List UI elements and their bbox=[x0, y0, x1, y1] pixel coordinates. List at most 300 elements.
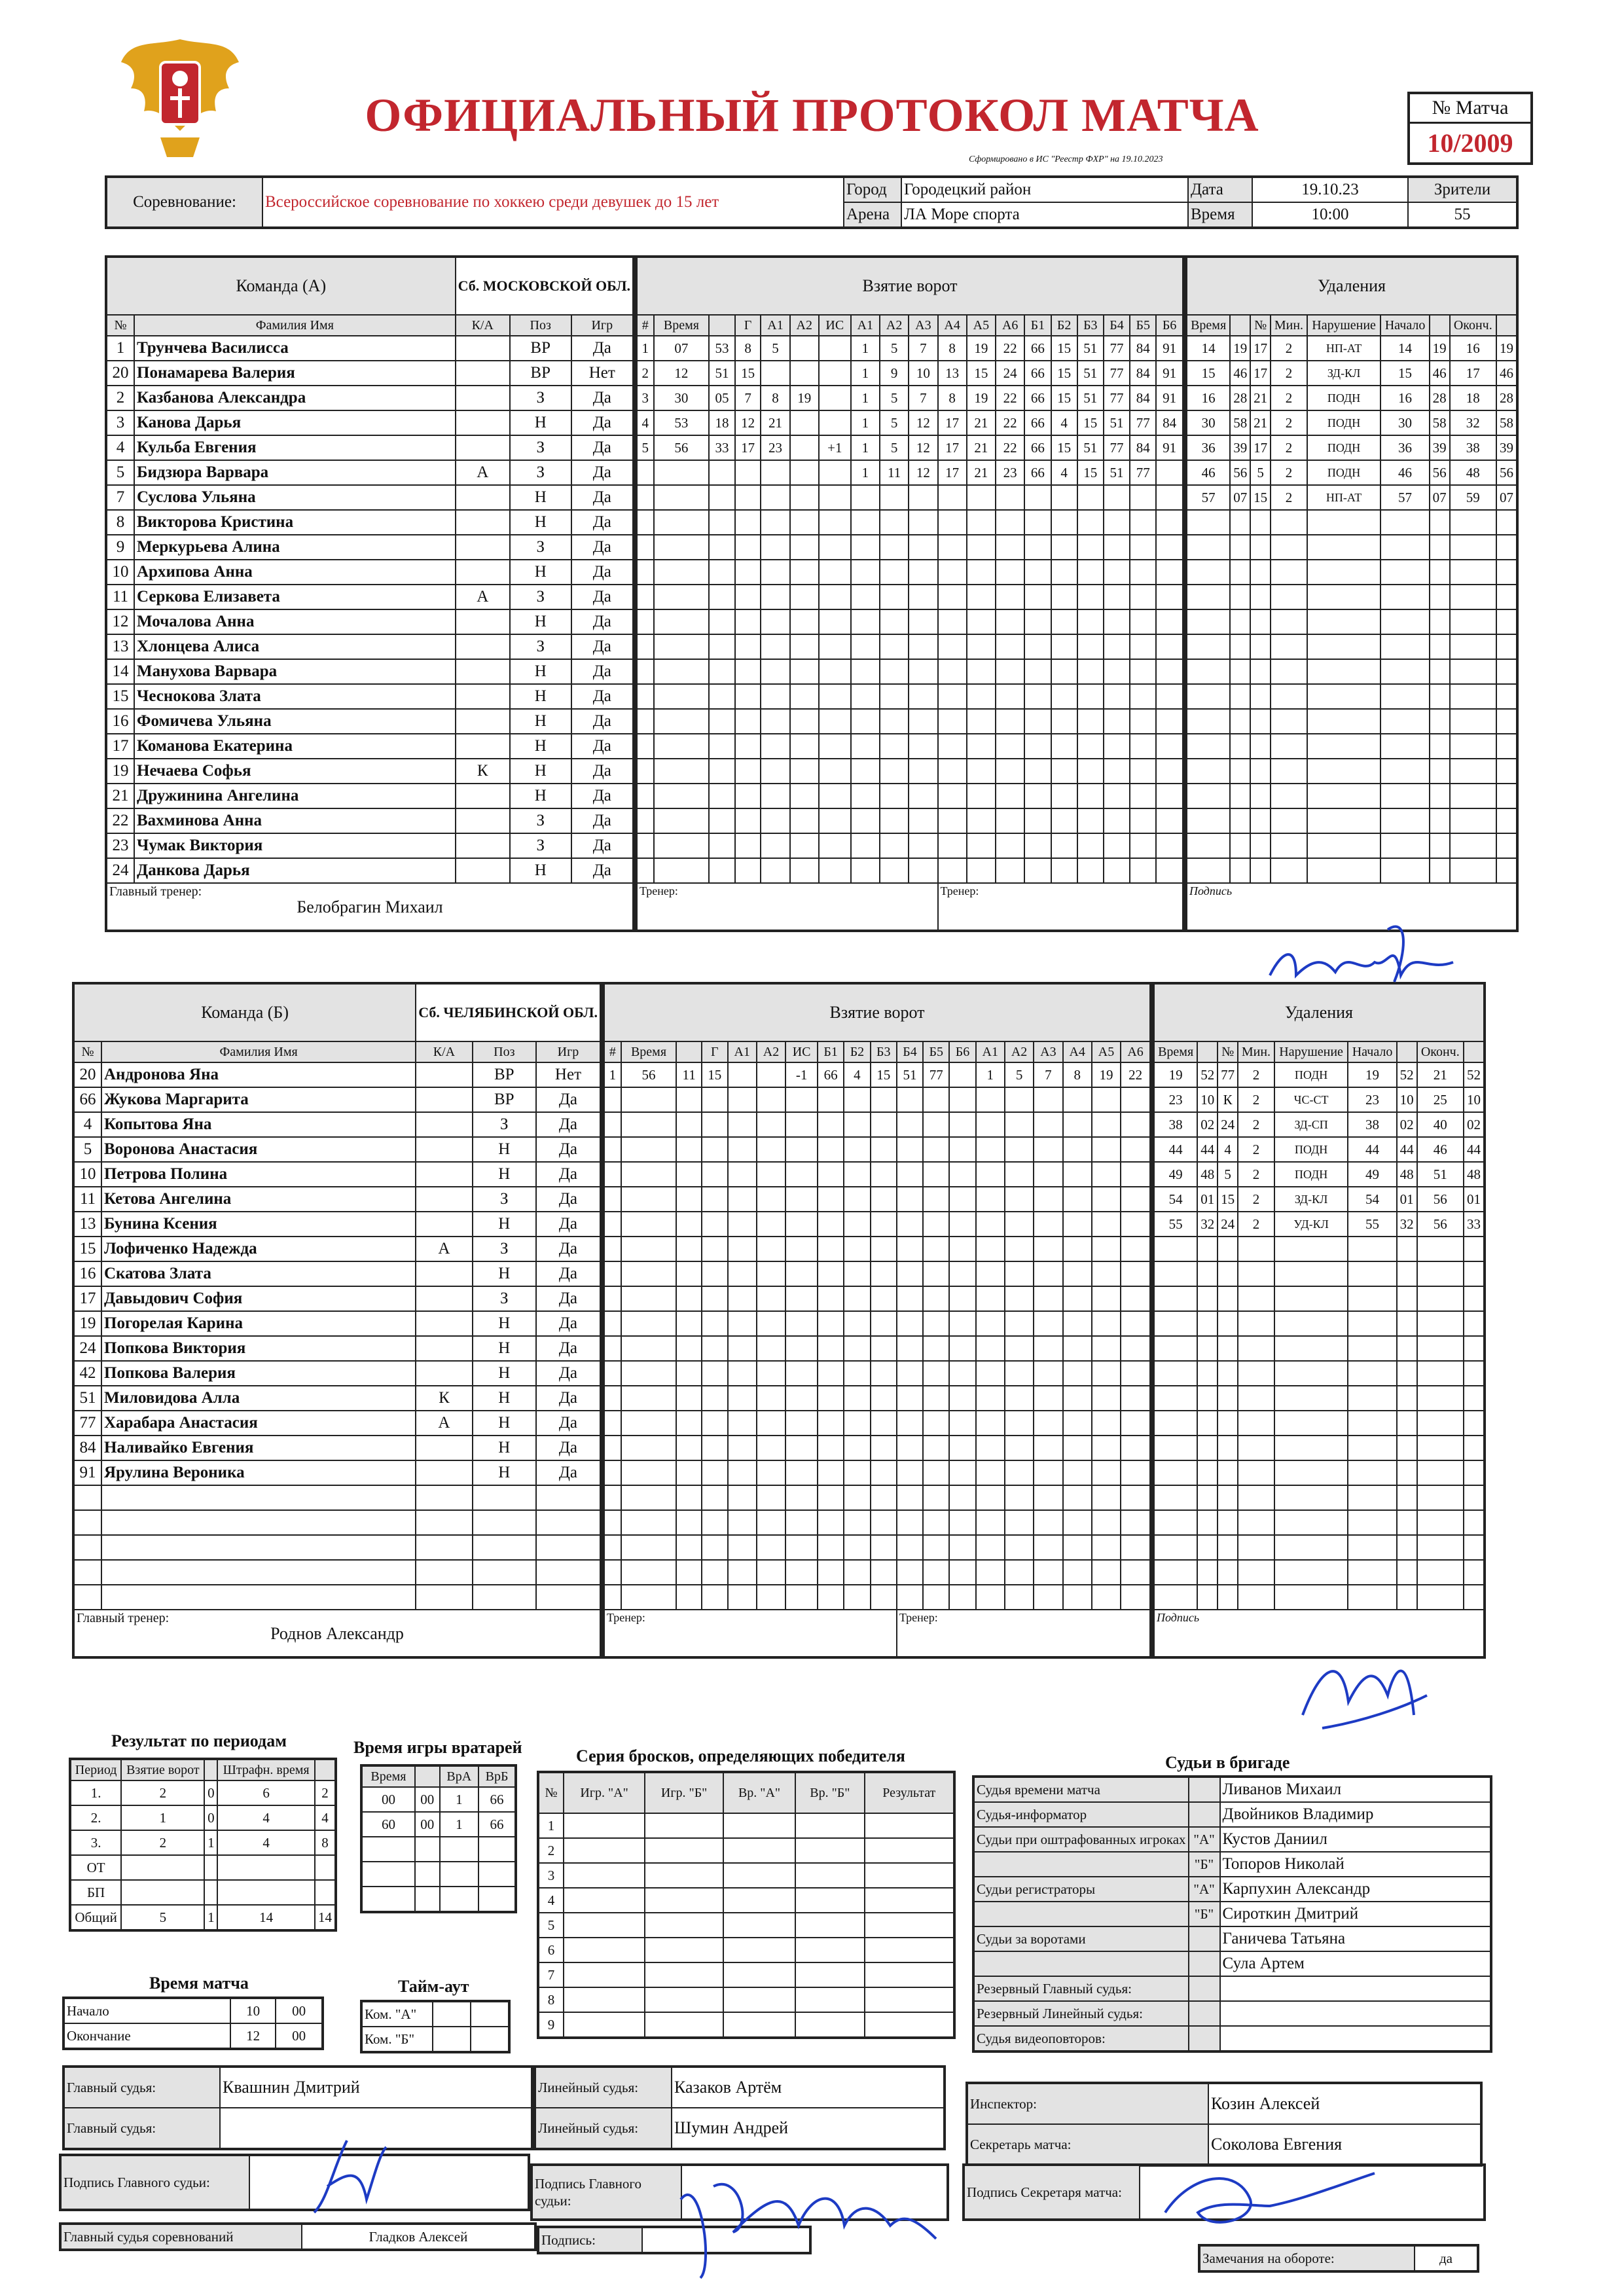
goal-cell bbox=[728, 1212, 757, 1237]
penalty-cell bbox=[1238, 1386, 1274, 1411]
penalty-cell: 10 bbox=[1464, 1087, 1485, 1112]
goal-cell bbox=[604, 1411, 621, 1436]
shootout-cell bbox=[564, 1863, 645, 1888]
player-position: З bbox=[473, 1286, 536, 1311]
penalty-cell bbox=[1496, 659, 1517, 684]
penalty-cell bbox=[1186, 684, 1230, 709]
goal-cell bbox=[728, 1261, 757, 1286]
goal-cell: 51 bbox=[897, 1062, 923, 1087]
goal-cell bbox=[818, 1137, 844, 1162]
goal-cell bbox=[604, 1510, 621, 1535]
goal-row bbox=[604, 1261, 1151, 1286]
coach-name: Роднов Александр bbox=[270, 1624, 404, 1643]
goalie-cell: 1 bbox=[440, 1787, 478, 1812]
official-side bbox=[1189, 1976, 1220, 2001]
goal-cell bbox=[654, 784, 710, 808]
penalty-cell: 07 bbox=[1430, 485, 1450, 510]
goal-row bbox=[604, 1436, 1151, 1460]
penalty-cell: 46 bbox=[1496, 361, 1517, 386]
penalty-cell: 28 bbox=[1496, 386, 1517, 410]
penalty-cell: 17 bbox=[1250, 361, 1271, 386]
goal-cell bbox=[909, 858, 937, 883]
line-referee-1-label: Линейный судья: bbox=[535, 2067, 672, 2108]
player-number: 20 bbox=[106, 361, 134, 386]
penalty-cell bbox=[1348, 1535, 1396, 1560]
goal-col-header: ИС bbox=[819, 315, 851, 336]
player-number: 42 bbox=[73, 1361, 101, 1386]
goal-cell bbox=[1063, 1386, 1092, 1411]
penalty-cell bbox=[1430, 659, 1450, 684]
goal-cell: 53 bbox=[654, 410, 710, 435]
penalty-row bbox=[1186, 361, 1517, 386]
goal-cell bbox=[702, 1237, 728, 1261]
goal-cell bbox=[1092, 1411, 1121, 1436]
goal-cell bbox=[785, 1162, 818, 1187]
goal-cell bbox=[1156, 808, 1183, 833]
goal-cell bbox=[1077, 659, 1104, 684]
penalty-cell: 01 bbox=[1397, 1187, 1417, 1212]
penalty-cell bbox=[1250, 734, 1271, 759]
penalty-cell: 48 bbox=[1397, 1162, 1417, 1187]
goal-row bbox=[604, 1162, 1151, 1187]
official-row bbox=[973, 2026, 1491, 2051]
penalty-cell: 07 bbox=[1496, 485, 1517, 510]
goal-cell bbox=[909, 784, 937, 808]
penalty-cell bbox=[1250, 784, 1271, 808]
player-name bbox=[101, 1585, 416, 1610]
goal-cell bbox=[1051, 510, 1077, 535]
goal-cell bbox=[1130, 634, 1156, 659]
penalty-cell bbox=[1250, 535, 1271, 560]
penalty-cell bbox=[1238, 1286, 1274, 1311]
goal-cell bbox=[761, 833, 789, 858]
goal-cell bbox=[976, 1510, 1005, 1535]
goal-cell bbox=[702, 1162, 728, 1187]
goal-cell bbox=[976, 1137, 1005, 1162]
goals-title: Взятие ворот bbox=[636, 257, 1183, 315]
goal-cell bbox=[851, 684, 880, 709]
period-cell bbox=[315, 1855, 336, 1880]
goal-row bbox=[636, 560, 1183, 585]
penalty-cell bbox=[1274, 1560, 1348, 1585]
goal-cell bbox=[976, 1585, 1005, 1610]
period-cell bbox=[217, 1880, 315, 1905]
end-minute: 00 bbox=[276, 2023, 323, 2049]
player-name: Андронова Яна bbox=[101, 1062, 416, 1087]
goal-cell bbox=[654, 510, 710, 535]
penalty-cell bbox=[1348, 1286, 1396, 1311]
goal-cell bbox=[676, 1411, 702, 1436]
goal-cell bbox=[728, 1112, 757, 1137]
penalty-cell bbox=[1230, 510, 1250, 535]
penalty-cell: 2 bbox=[1238, 1062, 1274, 1087]
goal-cell bbox=[1130, 535, 1156, 560]
goal-cell bbox=[909, 659, 937, 684]
goalie-col-header: Время bbox=[361, 1765, 415, 1787]
goal-cell bbox=[676, 1311, 702, 1336]
penalty-cell: 02 bbox=[1197, 1112, 1218, 1137]
goal-cell bbox=[761, 535, 789, 560]
penalty-cell bbox=[1274, 1535, 1348, 1560]
goal-cell: 15 bbox=[735, 361, 761, 386]
goal-cell bbox=[728, 1087, 757, 1112]
goal-cell bbox=[1024, 634, 1051, 659]
player-played: Да bbox=[571, 734, 634, 759]
goal-cell bbox=[996, 585, 1024, 609]
player-number: 23 bbox=[106, 833, 134, 858]
goal-cell bbox=[880, 585, 909, 609]
penalty-cell: 10 bbox=[1397, 1087, 1417, 1112]
penalty-cell: 54 bbox=[1153, 1187, 1197, 1212]
goal-cell bbox=[819, 361, 851, 386]
goal-cell bbox=[621, 1212, 677, 1237]
penalty-row bbox=[1153, 1535, 1485, 1560]
goal-cell bbox=[819, 709, 851, 734]
goal-cell bbox=[1005, 1485, 1034, 1510]
player-role bbox=[456, 435, 510, 460]
official-name: Двойников Владимир bbox=[1220, 1802, 1491, 1827]
goal-cell bbox=[1092, 1311, 1121, 1336]
goal-cell bbox=[818, 1087, 844, 1112]
goal-cell bbox=[819, 560, 851, 585]
goal-cell: 1 bbox=[851, 361, 880, 386]
goal-cell bbox=[1063, 1137, 1092, 1162]
goal-cell bbox=[1005, 1361, 1034, 1386]
goal-cell bbox=[844, 1386, 870, 1411]
goal-cell: 84 bbox=[1130, 336, 1156, 361]
goal-cell bbox=[871, 1485, 897, 1510]
goal-row bbox=[604, 1510, 1151, 1535]
goal-cell bbox=[1156, 510, 1183, 535]
penalty-cell bbox=[1153, 1336, 1197, 1361]
goal-cell bbox=[735, 734, 761, 759]
goal-cell bbox=[761, 709, 789, 734]
player-role bbox=[456, 410, 510, 435]
player-number: 20 bbox=[73, 1062, 101, 1087]
shootout-cell: 2 bbox=[538, 1838, 564, 1863]
player-played bbox=[536, 1560, 601, 1585]
goal-cell bbox=[790, 609, 819, 634]
player-position: З bbox=[473, 1112, 536, 1137]
penalty-cell bbox=[1417, 1535, 1464, 1560]
penalty-cell: ПОДН bbox=[1307, 410, 1381, 435]
goal-cell: 5 bbox=[880, 386, 909, 410]
goal-cell bbox=[636, 585, 654, 609]
shootout-cell bbox=[723, 1813, 795, 1838]
penalty-cell: 16 bbox=[1186, 386, 1230, 410]
shootout-cell bbox=[645, 1938, 723, 1962]
goal-cell bbox=[604, 1087, 621, 1112]
goal-cell bbox=[1034, 1535, 1062, 1560]
goal-cell bbox=[976, 1237, 1005, 1261]
goal-cell bbox=[818, 1386, 844, 1411]
shootout-cell bbox=[723, 1863, 795, 1888]
goal-cell bbox=[604, 1237, 621, 1261]
official-side bbox=[1189, 2001, 1220, 2026]
goal-cell bbox=[761, 734, 789, 759]
goal-cell: 51 bbox=[1077, 435, 1104, 460]
goal-cell bbox=[1063, 1585, 1092, 1610]
line-referee-2-label: Линейный судья: bbox=[535, 2108, 672, 2149]
goal-cell bbox=[949, 1261, 975, 1286]
player-played: Да bbox=[536, 1112, 601, 1137]
goal-cell: 1 bbox=[976, 1062, 1005, 1087]
official-side bbox=[1189, 1951, 1220, 1976]
player-played: Да bbox=[571, 808, 634, 833]
period-cell: 14 bbox=[217, 1905, 315, 1930]
goal-cell: 19 bbox=[1092, 1062, 1121, 1087]
goal-cell bbox=[967, 808, 996, 833]
goal-cell bbox=[1024, 535, 1051, 560]
goal-cell bbox=[819, 410, 851, 435]
player-name: Скатова Злата bbox=[101, 1261, 416, 1286]
penalty-cell bbox=[1380, 535, 1429, 560]
penalty-cell: 2 bbox=[1238, 1137, 1274, 1162]
goal-cell bbox=[1034, 1112, 1062, 1137]
goal-cell bbox=[1092, 1386, 1121, 1411]
player-position: З bbox=[510, 460, 571, 485]
goal-cell bbox=[1005, 1460, 1034, 1485]
player-played: Да bbox=[571, 510, 634, 535]
goal-cell bbox=[1077, 585, 1104, 609]
goal-cell bbox=[880, 634, 909, 659]
penalty-cell bbox=[1380, 808, 1429, 833]
shootout-cell bbox=[795, 1913, 865, 1938]
player-role bbox=[416, 1087, 472, 1112]
penalty-cell bbox=[1274, 1460, 1348, 1485]
official-side: "Б" bbox=[1189, 1902, 1220, 1926]
periods-title: Результат по периодам bbox=[111, 1731, 287, 1750]
penalty-cell bbox=[1230, 659, 1250, 684]
goal-cell bbox=[938, 535, 967, 560]
goal-col-header: Г bbox=[735, 315, 761, 336]
goal-cell bbox=[1063, 1460, 1092, 1485]
goal-cell bbox=[923, 1485, 949, 1510]
shootout-cell bbox=[564, 1813, 645, 1838]
penalty-cell bbox=[1230, 609, 1250, 634]
goal-cell bbox=[996, 759, 1024, 784]
goal-cell: 7 bbox=[735, 386, 761, 410]
player-position: Н bbox=[510, 709, 571, 734]
goal-cell bbox=[785, 1336, 818, 1361]
goal-cell bbox=[621, 1386, 677, 1411]
penalty-cell bbox=[1464, 1460, 1485, 1485]
goal-cell bbox=[938, 485, 967, 510]
goal-cell bbox=[1130, 784, 1156, 808]
penalty-cell: 38 bbox=[1153, 1112, 1197, 1137]
official-row bbox=[973, 1926, 1491, 1951]
player-row bbox=[73, 1485, 601, 1510]
penalty-row bbox=[1153, 1436, 1485, 1460]
shootout-cell bbox=[645, 2012, 723, 2038]
penalty-cell: 55 bbox=[1153, 1212, 1197, 1237]
goal-cell bbox=[909, 684, 937, 709]
goal-cell: 9 bbox=[880, 361, 909, 386]
penalty-cell: 19 bbox=[1230, 336, 1250, 361]
player-name: Понамарева Валерия bbox=[134, 361, 456, 386]
player-played: Да bbox=[536, 1087, 601, 1112]
goal-cell bbox=[897, 1162, 923, 1187]
goal-cell: 8 bbox=[1063, 1062, 1092, 1087]
penalty-cell bbox=[1197, 1535, 1218, 1560]
goal-cell bbox=[976, 1286, 1005, 1311]
goal-cell bbox=[757, 1436, 785, 1460]
shootout-cell bbox=[645, 1987, 723, 2012]
generated-note: Сформировано в ИС "Реестр ФХР" на 19.10.2023 bbox=[969, 154, 1163, 164]
player-position: Н bbox=[510, 560, 571, 585]
player-position: ВР bbox=[510, 336, 571, 361]
penalty-cell bbox=[1238, 1237, 1274, 1261]
goal-cell bbox=[871, 1212, 897, 1237]
penalty-col-header bbox=[1397, 1041, 1417, 1062]
official-row bbox=[973, 1976, 1491, 2001]
goal-cell bbox=[1092, 1187, 1121, 1212]
player-name: Воронова Анастасия bbox=[101, 1137, 416, 1162]
penalty-cell bbox=[1153, 1510, 1197, 1535]
player-number: 4 bbox=[106, 435, 134, 460]
goal-row bbox=[636, 485, 1183, 510]
goal-cell bbox=[757, 1535, 785, 1560]
goal-cell bbox=[757, 1510, 785, 1535]
goalie-table bbox=[360, 1764, 517, 1913]
shootout-row bbox=[538, 1913, 954, 1938]
goal-cell bbox=[1104, 485, 1130, 510]
goal-cell bbox=[785, 1411, 818, 1436]
goal-cell bbox=[880, 659, 909, 684]
player-position bbox=[473, 1485, 536, 1510]
goal-cell bbox=[1063, 1535, 1092, 1560]
player-number: 14 bbox=[106, 659, 134, 684]
goal-cell bbox=[621, 1137, 677, 1162]
goal-cell bbox=[844, 1212, 870, 1237]
official-role bbox=[973, 1902, 1189, 1926]
goalie-title: Время игры вратарей bbox=[353, 1738, 522, 1757]
goal-cell bbox=[654, 808, 710, 833]
penalty-cell: 46 bbox=[1417, 1137, 1464, 1162]
penalty-row bbox=[1186, 684, 1517, 709]
goal-row bbox=[604, 1560, 1151, 1585]
player-name: Попкова Валерия bbox=[101, 1361, 416, 1386]
goal-cell bbox=[1005, 1336, 1034, 1361]
roster-col-header: Игр bbox=[571, 315, 634, 336]
goal-cell bbox=[1121, 1560, 1151, 1585]
penalty-cell bbox=[1417, 1386, 1464, 1411]
goal-cell bbox=[1034, 1560, 1062, 1585]
goal-row bbox=[636, 410, 1183, 435]
penalty-cell bbox=[1230, 734, 1250, 759]
period-cell: 0 bbox=[204, 1805, 217, 1830]
shootout-cell bbox=[865, 1987, 954, 2012]
player-position: З bbox=[510, 386, 571, 410]
player-position: Н bbox=[510, 659, 571, 684]
goal-cell bbox=[676, 1286, 702, 1311]
penalty-cell bbox=[1186, 585, 1230, 609]
period-cell: 1 bbox=[204, 1830, 217, 1855]
penalty-cell bbox=[1348, 1436, 1396, 1460]
player-played: Да bbox=[536, 1336, 601, 1361]
goal-cell bbox=[880, 784, 909, 808]
goal-cell bbox=[636, 485, 654, 510]
goal-cell bbox=[709, 808, 735, 833]
shootout-cell bbox=[564, 1888, 645, 1913]
goal-cell bbox=[851, 634, 880, 659]
goal-cell bbox=[923, 1286, 949, 1311]
goal-cell bbox=[676, 1535, 702, 1560]
goal-cell: 12 bbox=[909, 435, 937, 460]
penalty-cell bbox=[1230, 784, 1250, 808]
goal-row bbox=[604, 1411, 1151, 1436]
penalty-cell bbox=[1271, 560, 1307, 585]
goal-cell: 1 bbox=[604, 1062, 621, 1087]
penalty-cell: 19 bbox=[1153, 1062, 1197, 1087]
goal-cell: 5 bbox=[880, 410, 909, 435]
player-number bbox=[73, 1535, 101, 1560]
goal-cell bbox=[818, 1560, 844, 1585]
player-role bbox=[456, 684, 510, 709]
goal-cell bbox=[880, 808, 909, 833]
goal-cell bbox=[621, 1510, 677, 1535]
shootout-col-header: Вр. "Б" bbox=[795, 1772, 865, 1813]
goal-cell bbox=[938, 709, 967, 734]
shootout-row bbox=[538, 1888, 954, 1913]
goal-cell bbox=[654, 609, 710, 634]
goal-col-header: А2 bbox=[757, 1041, 785, 1062]
goal-cell bbox=[735, 634, 761, 659]
penalty-cell bbox=[1397, 1237, 1417, 1261]
penalty-cell: 56 bbox=[1417, 1187, 1464, 1212]
shootout-cell bbox=[865, 1813, 954, 1838]
goal-cell: 12 bbox=[654, 361, 710, 386]
goal-cell bbox=[728, 1386, 757, 1411]
player-role bbox=[456, 336, 510, 361]
official-row bbox=[973, 1902, 1491, 1926]
goal-cell bbox=[818, 1261, 844, 1286]
penalty-row bbox=[1153, 1187, 1485, 1212]
goal-cell bbox=[676, 1510, 702, 1535]
player-row bbox=[106, 336, 634, 361]
goal-cell bbox=[976, 1535, 1005, 1560]
goal-cell bbox=[1104, 585, 1130, 609]
penalty-row bbox=[1153, 1237, 1485, 1261]
player-number: 16 bbox=[73, 1261, 101, 1286]
player-row bbox=[73, 1187, 601, 1212]
shootout-cell bbox=[865, 1888, 954, 1913]
shootout-cell bbox=[795, 2012, 865, 2038]
roster-col-header: № bbox=[73, 1041, 101, 1062]
period-cell: 4 bbox=[315, 1805, 336, 1830]
goal-cell bbox=[996, 510, 1024, 535]
penalty-cell bbox=[1271, 609, 1307, 634]
goal-cell: 15 bbox=[967, 361, 996, 386]
goal-cell: 8 bbox=[761, 386, 789, 410]
penalty-cell: 40 bbox=[1417, 1112, 1464, 1137]
goal-cell bbox=[871, 1386, 897, 1411]
penalty-cell bbox=[1496, 784, 1517, 808]
goal-cell bbox=[897, 1485, 923, 1510]
penalty-cell: 24 bbox=[1218, 1212, 1238, 1237]
penalty-row bbox=[1186, 585, 1517, 609]
penalty-cell bbox=[1348, 1510, 1396, 1535]
player-number: 21 bbox=[106, 784, 134, 808]
player-role: А bbox=[416, 1411, 472, 1436]
player-row bbox=[73, 1361, 601, 1386]
penalty-cell bbox=[1271, 585, 1307, 609]
goal-cell: 15 bbox=[871, 1062, 897, 1087]
penalty-cell: 54 bbox=[1348, 1187, 1396, 1212]
goal-cell bbox=[967, 709, 996, 734]
player-played: Да bbox=[571, 684, 634, 709]
goal-cell bbox=[757, 1261, 785, 1286]
